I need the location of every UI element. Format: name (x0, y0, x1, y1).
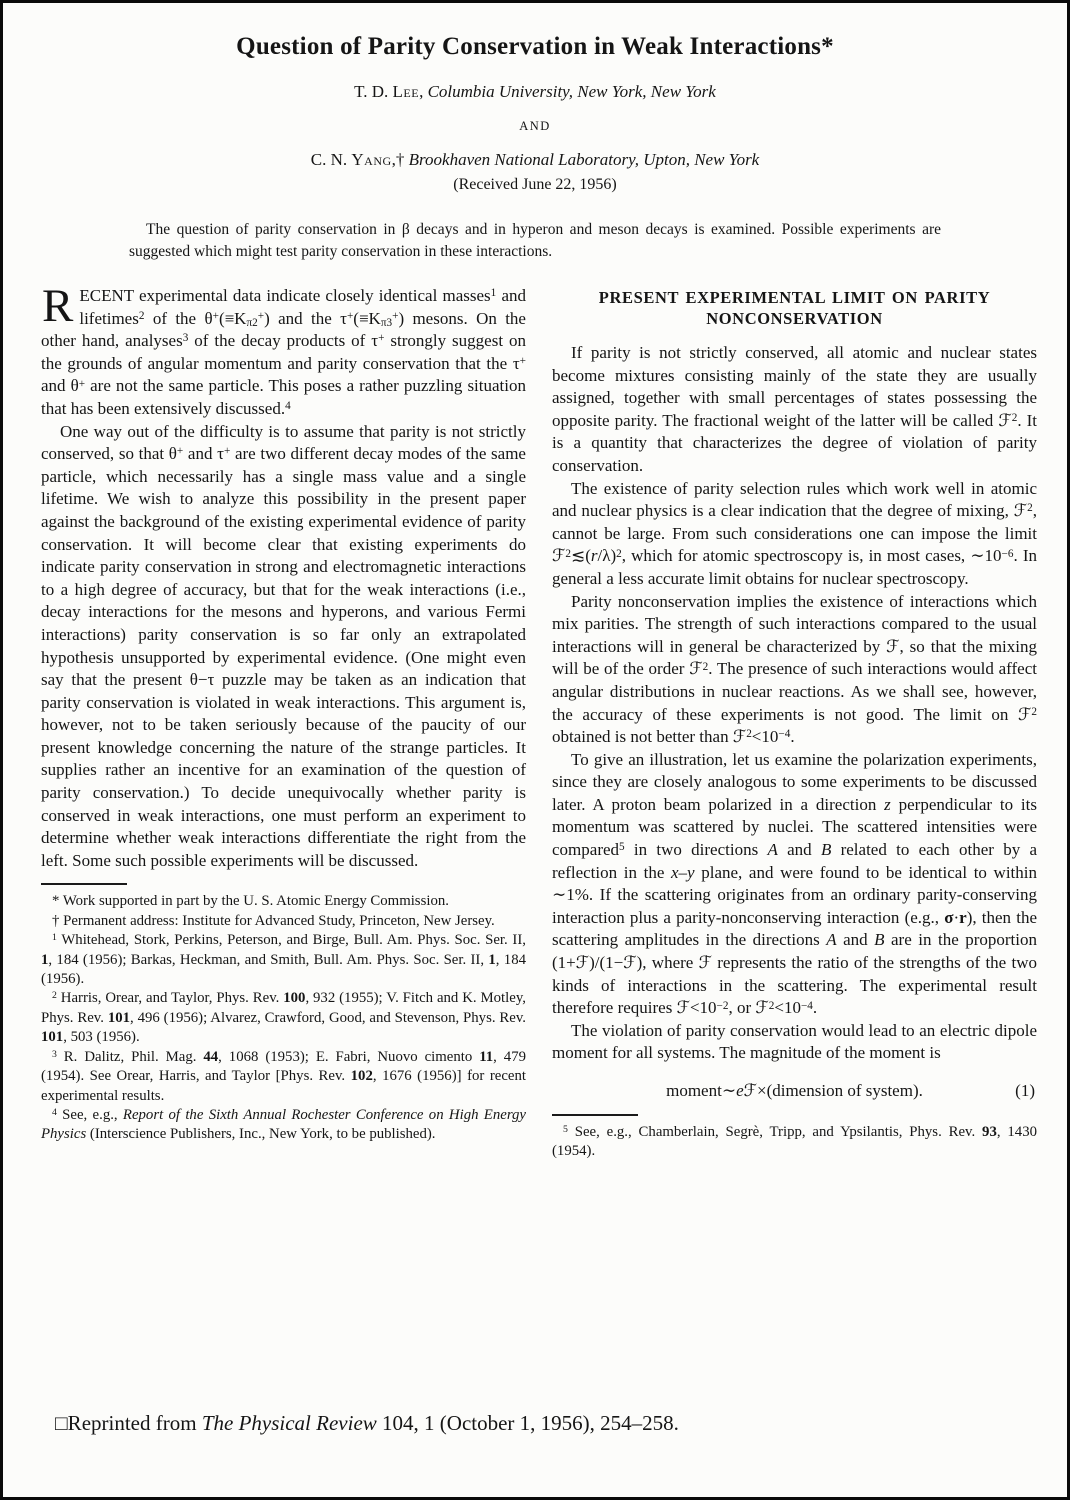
paragraph-nonconservation: Parity nonconservation implies the existence of interactions which mix parities. The strength of such interactions compared to the usual interactions will in general be characterized by ℱ, so that the mixing will be of the order ℱ$^2$. The presence of such interactions would affect angular distributions in nuclear reactions. As we shall see, however, the accuracy of these experiments is not good. The limit on ℱ$^2$ obtained is not better than $ℱ^2<10^{-4}$. (552, 591, 1037, 747)
footnote-5: $^5$ See, e.g., Chamberlain, Segrè, Tripp, and Ypsilantis, Phys. Rev. 93, 1430 (1954). (552, 1123, 1037, 1159)
received-date: (Received June 22, 1956) (453, 176, 617, 193)
equation-1-number: (1) (1015, 1081, 1035, 1100)
author-line-2: C. N. Yang,† Brookhaven National Laboratory, Upton, New York (310, 150, 760, 169)
right-footnotes (552, 1123, 1037, 1162)
footnote-1: $^1$ Whitehead, Stork, Perkins, Peterson, and Birge, Bull. Am. Phys. Soc. Ser. II, 1, 184 (1956); Barkas, Heckman, and Smith, Bull. Am. Phys. Soc. Ser. II, 1, 184 (1956). (41, 932, 526, 988)
equation-1 (552, 1080, 1037, 1103)
left-footnotes (41, 892, 526, 1144)
footnote-3: $^3$ R. Dalitz, Phil. Mag. 44, 1068 (1953); E. Fabri, Nuovo cimento 11, 479 (1954). See Orear, Harris, and Taylor [Phys. Rev. 102, 1676 (1956)] for recent experimental results. (41, 1048, 527, 1104)
reprint-line: □Reprinted from The Physical Review 104, 1 (October 1, 1956), 254–258. (55, 1411, 679, 1435)
paper-header (3, 33, 1067, 262)
footnote-rule-right (552, 1114, 638, 1116)
paragraph-selection-rules: The existence of parity selection rules which work well in atomic and nuclear physics is a clear indication that the degree of mixing, ℱ$^2$, cannot be large. From such considerations one can impose the limit $ℱ^2≲(r/\lambda)^2$, which for atomic spectroscopy is, in most cases, $\sim 10^{-6}$. In general a less accurate limit obtains for nuclear spectroscopy. (552, 478, 1037, 588)
paragraph-one-way-out: One way out of the difficulty is to assume that parity is not strictly conserved, so that θ+ and τ+ are two different decay modes of the same particle, which necessarily has a single mass value and a single lifetime. We wish to analyze this possibility in the present paper against the background of the existing experimental evidence of parity conservation. It will become clear that existing experiments do indicate parity conservation in strong and electromagnetic interactions to a high degree of accuracy, but that for the weak interactions (i.e., decay interactions for the mesons and hyperons, and various Fermi interactions) parity conservation is so far only an extrapolated hypothesis unsupported by experimental evidence. (One might even say that the present θ−τ puzzle may be taken as an indication that parity conservation is violated in weak interactions. This argument is, however, not to be taken seriously because of the paucity of our present knowledge concerning the nature of the strange particles. It supplies rather an incentive for an examination of the question of parity conservation.) To decide unequivocally whether parity is conserved in weak interactions, one must perform an experiment to determine whether weak interactions differentiate the right from the left. Some such possible experiments will be discussed. (41, 421, 526, 870)
footnote-dagger: † Permanent address: Institute for Advanced Study, Princeton, New Jersey. (52, 912, 495, 929)
footnote-star: * Work supported in part by the U. S. Atomic Energy Commission. (52, 893, 449, 910)
abstract: The question of parity conservation in β decays and in hyperon and meson decays is examined. Possible experiments are suggested which might test parity conservation in these interactions. (129, 221, 941, 260)
and-label: AND (519, 119, 551, 133)
paper-title: Question of Parity Conservation in Weak Interactions* (236, 33, 834, 60)
footnote-rule-left (41, 883, 127, 885)
paragraph-dipole-moment: The violation of parity conservation would lead to an electric dipole moment for all systems. The magnitude of the moment is (552, 1020, 1037, 1063)
paragraph-if-parity: If parity is not strictly conserved, all atomic and nuclear states become mixtures consisting mainly of the state they are usually assigned, together with small percentages of states possessing the opposite parity. The fractional weight of the latter will be called ℱ$^2$. It is a quantity that characterizes the degree of violation of parity conservation. (552, 343, 1037, 475)
section-heading: PRESENT EXPERIMENTAL LIMIT ON PARITY NONCONSERVATION (598, 288, 991, 328)
right-column (552, 285, 1037, 1161)
paragraph-intro (41, 280, 526, 421)
two-column-body (41, 280, 1038, 1161)
paragraph-intro-text: ECENT experimental data indicate closely identical masses$^1$ and lifetimes$^2$ of the $\theta^+(\equiv K_{\pi 2}^+)$ and the $\tau^+(\equiv K_{\pi 3}^+)$ mesons. On the other hand, analyses$^3$ of the decay products of τ+ strongly suggest on the grounds of angular momentum and parity conservation that the τ+ and θ+ are not the same particle. This poses a rather puzzling situation that has been extensively discussed.$^4$ (41, 286, 526, 418)
footnote-4: $^4$ See, e.g., Report of the Sixth Annual Rochester Conference on High Energy Physics (Interscience Publishers, Inc., New York, to be published). (41, 1106, 526, 1143)
left-column (41, 280, 527, 1161)
author-line-1: T. D. Lee, Columbia University, New York, New York (354, 82, 716, 101)
equation-1-body: moment∼eℱ×(dimension of system). (666, 1081, 923, 1100)
paragraph-illustration: To give an illustration, let us examine the polarization experiments, since they are closely analogous to some experiments to be discussed later. A proton beam polarized in a direction z perpendicular to its momentum was scattered by nuclei. The scattered intensities were compared$^5$ in two directions A and B related to each other by a reflection in the x–y plane, and were found to be identical to within ∼1%. If the scattering originates from an ordinary parity-conserving interaction plus a parity-nonconserving interaction (e.g., σ·r), then the scattering amplitudes in the directions A and B are in the proportion (1+ℱ)/(1−ℱ), where ℱ represents the ratio of the strengths of the two kinds of interactions in the scattering. The experimental result therefore requires $ℱ<10^{-2}$, or $ℱ^2<10^{-4}$. (552, 749, 1038, 1018)
footnote-2: $^2$ Harris, Orear, and Taylor, Phys. Rev. 100, 932 (1955); V. Fitch and K. Motley, Phys. Rev. 101, 496 (1956); Alvarez, Crawford, Good, and Stevenson, Phys. Rev. 101, 503 (1956). (41, 990, 526, 1046)
drop-cap: R (42, 280, 74, 332)
